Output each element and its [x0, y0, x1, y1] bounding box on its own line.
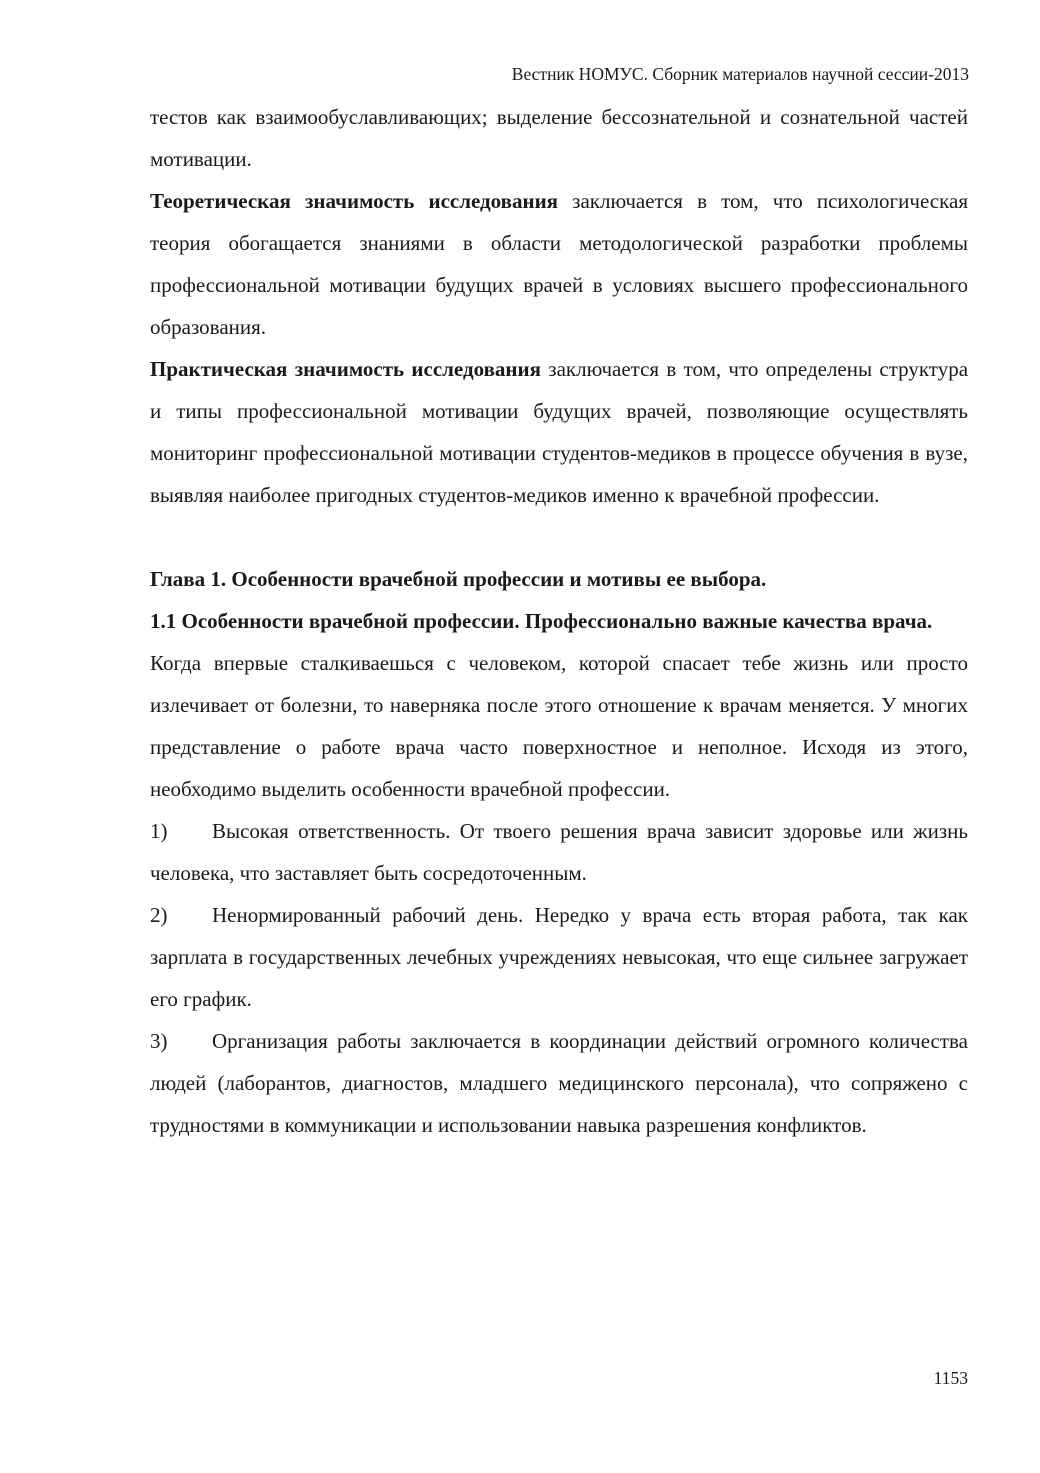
list-item	[150, 894, 968, 1020]
list-item-text: Высокая ответственность. От твоего решения врача зависит здоровье или жизнь человека, что заставляет быть сосредоточенным.	[150, 819, 968, 885]
running-header: Вестник НОМУС. Сборник материалов научной сессии-2013	[511, 64, 969, 84]
intro-paragraph: Когда впервые сталкиваешься с человеком, которой спасает тебе жизнь или просто излечивает от болезни, то наверняка после этого отношение к врачам меняется. У многих представление о работе врача часто поверхностное и неполное. Исходя из этого, необходимо выделить особенности врачебной профессии.	[150, 651, 968, 801]
list-item	[150, 1020, 968, 1146]
list-item	[150, 810, 968, 894]
page-body	[150, 96, 968, 1146]
list-item-number: 2)	[150, 903, 168, 927]
list-item-number: 3)	[150, 1029, 168, 1053]
theoretical-significance-text: заключается в том, что психологическая теория обогащается знаниями в области методологической разработки проблемы профессиональной мотивации будущих врачей в условиях высшего профессионального образования.	[150, 189, 968, 339]
page-number: 1153	[933, 1368, 968, 1388]
list-item-text: Ненормированный рабочий день. Нередко у врача есть вторая работа, так как зарплата в государственных лечебных учреждениях невысокая, что еще сильнее загружает его график.	[150, 903, 968, 1011]
list-item-number: 1)	[150, 819, 168, 843]
chapter-heading: Глава 1. Особенности врачебной профессии и мотивы ее выбора.	[150, 567, 767, 591]
paragraph-continuation: тестов как взаимообуславливающих; выделение бессознательной и сознательной частей мотивации.	[150, 105, 968, 171]
theoretical-significance-term: Теоретическая значимость исследования	[150, 189, 559, 213]
paragraph-theoretical-significance	[150, 180, 968, 348]
list-item-text: Организация работы заключается в координации действий огромного количества людей (лаборантов, диагностов, младшего медицинского персонала), что сопряжено с трудностями в коммуникации и использовании навыка разрешения конфликтов.	[150, 1029, 968, 1137]
section-heading: 1.1 Особенности врачебной профессии. Профессионально важные качества врача.	[150, 609, 933, 633]
paragraph-practical-significance	[150, 348, 968, 516]
practical-significance-text: заключается в том, что определены структура и типы профессиональной мотивации будущих врачей, позволяющие осуществлять мониторинг профессиональной мотивации студентов-медиков в процессе обучения в вузе, выявляя наиболее пригодных студентов-медиков именно к врачебной профессии.	[150, 357, 969, 507]
practical-significance-term: Практическая значимость исследования	[150, 357, 541, 381]
